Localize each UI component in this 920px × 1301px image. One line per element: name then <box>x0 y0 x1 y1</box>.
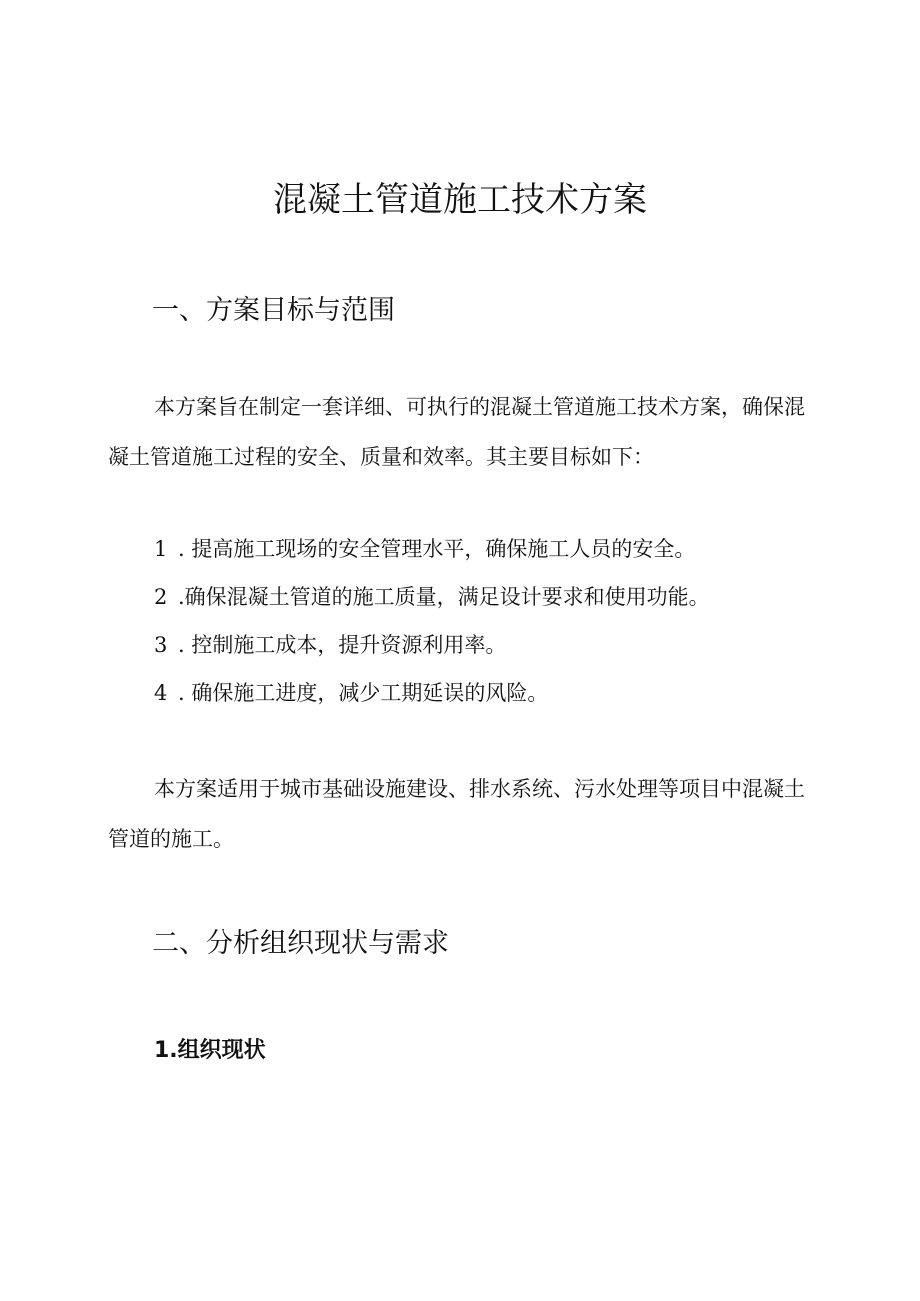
list-item-text: . 确保施工进度，减少工期延误的风险。 <box>178 681 549 705</box>
list-item-number: 4 <box>154 681 168 705</box>
list-item <box>154 525 710 573</box>
list-item-number: 2 <box>154 585 168 609</box>
scope-paragraph: 本方案适用于城市基础设施建设、排水系统、污水处理等项目中混凝土管道的施工。 <box>108 777 805 851</box>
section-heading-goals-scope: 一、方案目标与范围 <box>152 295 395 326</box>
list-item-text: . 提高施工现场的安全管理水平，确保施工人员的安全。 <box>178 537 696 561</box>
intro-paragraph: 本方案旨在制定一套详细、可执行的混凝土管道施工技术方案，确保混凝土管道施工过程的安全、质量和效率。其主要目标如下： <box>108 395 805 469</box>
list-item-text: . 控制施工成本，提升资源利用率。 <box>178 633 507 657</box>
goal-list <box>154 525 710 717</box>
list-item-number: 3 <box>154 633 168 657</box>
section-heading-org-analysis: 二、分析组织现状与需求 <box>152 928 449 959</box>
list-item <box>154 669 710 717</box>
list-item-number: 1 <box>154 537 168 561</box>
list-item <box>154 573 710 621</box>
document-title: 混凝土管道施工技术方案 <box>273 180 647 220</box>
list-item-text: .确保混凝土管道的施工质量，满足设计要求和使用功能。 <box>178 585 710 609</box>
list-item <box>154 621 710 669</box>
subheading-org-status: 1.组织现状 <box>154 1038 266 1063</box>
